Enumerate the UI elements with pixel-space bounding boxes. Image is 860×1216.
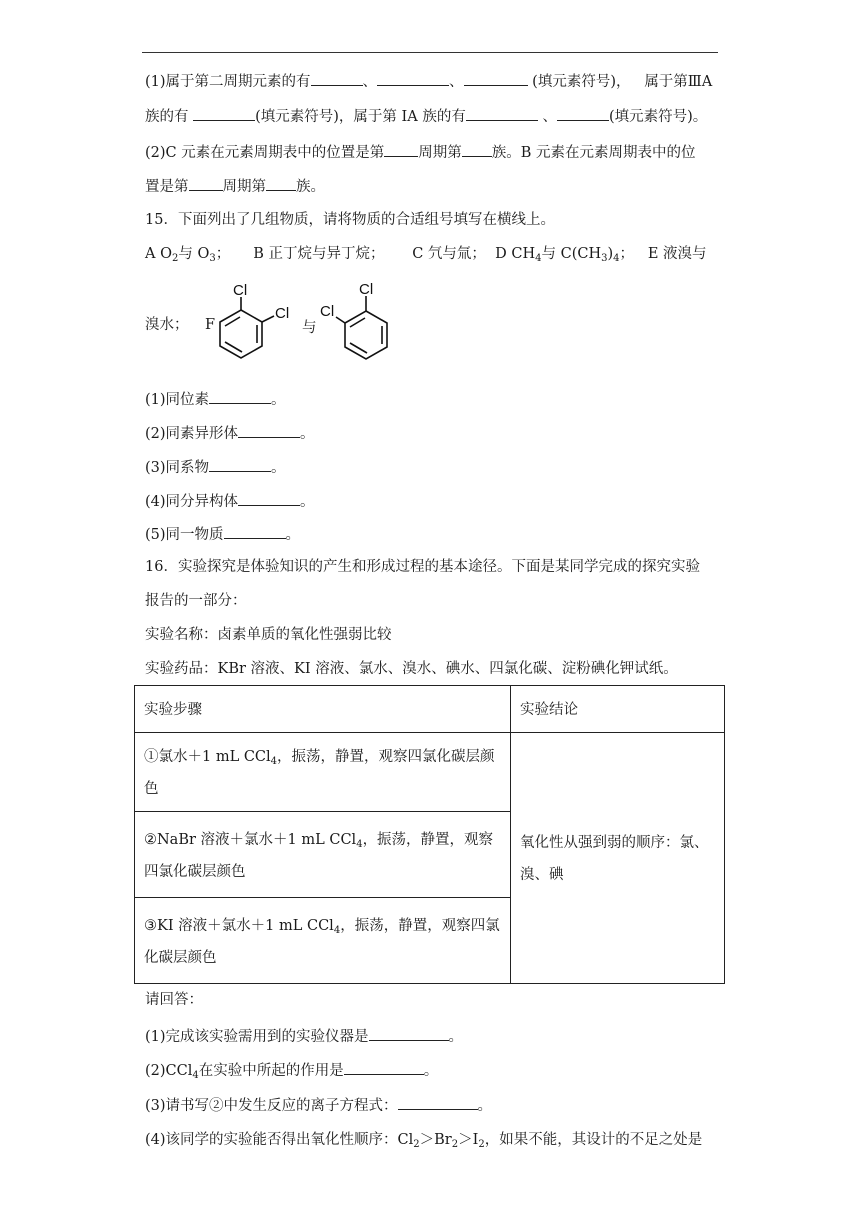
answer-blank[interactable] xyxy=(209,389,271,404)
q15-option-e-cont: 溴水； xyxy=(145,317,189,333)
answer-blank[interactable] xyxy=(238,423,300,438)
answer-blank[interactable] xyxy=(384,142,418,157)
q16-reagents: 实验药品：KBr 溶液、KI 溶液、氯水、溴水、碘水、四氯化碳、淀粉碘化钾试纸。 xyxy=(145,661,678,677)
q15-option-f-label: F xyxy=(205,317,216,333)
q15-sub-5: (5)同一物质 。 xyxy=(145,524,300,545)
table-header-conclusion: 实验结论 xyxy=(511,686,725,733)
answer-blank[interactable] xyxy=(209,457,271,472)
answer-blank[interactable] xyxy=(266,176,296,191)
chlorine-label: Cl xyxy=(275,305,290,322)
q15-sub-2: (2)同素异形体 。 xyxy=(145,423,315,444)
q16-stem-1: 16．实验探究是体验知识的产生和形成过程的基本途径。下面是某同学完成的探究实验 xyxy=(145,559,700,575)
answer-blank[interactable] xyxy=(224,524,286,539)
table-step-2: ②NaBr 溶液＋氯水＋1 mL CCl$_4$，振荡，静置，观察四氯化碳层颜色 xyxy=(135,812,511,898)
q15-stem: 15．下面列出了几组物质，请将物质的合适组号填写在横线上。 xyxy=(145,212,555,228)
q16-sub-3: (3)请书写②中发生反应的离子方程式： 。 xyxy=(145,1095,492,1116)
q16-stem-2: 报告的一部分： xyxy=(145,593,247,609)
answer-blank[interactable] xyxy=(238,491,300,506)
q14-line-4: 置是第 周期第 族。 xyxy=(145,176,325,197)
q16-sub-2: (2)CCl$_4$在实验中所起的作用是 。 xyxy=(145,1060,438,1081)
answer-blank[interactable] xyxy=(462,142,492,157)
answer-blank[interactable] xyxy=(398,1095,478,1110)
q15-options: A $O_2$与 $O_3$； B 正丁烷与异丁烷； C 氕与氚； D $CH_4$与 $C(CH_3)_4$； E 液溴与 xyxy=(145,246,707,264)
q14-line-2: 族的有 (填元素符号)，属于第 IA 族的有 、 (填元素符号)。 xyxy=(145,106,707,127)
q14-line-1: (1)属于第二周期元素的有 、 、 (填元素符号)， 属于第ⅢA xyxy=(145,71,712,92)
q15-sub-1: (1)同位素 。 xyxy=(145,389,286,410)
header-rule xyxy=(142,52,718,53)
answer-blank[interactable] xyxy=(189,176,223,191)
answer-blank[interactable] xyxy=(377,71,449,86)
q14-line-3: (2)C 元素在元素周期表中的位置是第 周期第 族。B 元素在元素周期表中的位 xyxy=(145,142,696,163)
answer-blank[interactable] xyxy=(466,106,538,121)
answer-blank[interactable] xyxy=(311,71,363,86)
q16-sub-4: (4)该同学的实验能否得出氧化性顺序：$Cl_2>Br_2>I_2$，如果不能，其设计的不足之处是 xyxy=(145,1132,703,1150)
answer-blank[interactable] xyxy=(557,106,609,121)
molecule-dichlorobenzene-1 xyxy=(210,278,300,370)
answer-blank[interactable] xyxy=(344,1060,424,1075)
q16-ask: 请回答： xyxy=(145,992,203,1008)
table-conclusion: 氧化性从强到弱的顺序：氯、溴、碘 xyxy=(511,733,725,984)
q15-sub-4: (4)同分异构体 。 xyxy=(145,491,315,512)
answer-blank[interactable] xyxy=(369,1026,449,1041)
q15-sub-3: (3)同系物 。 xyxy=(145,457,286,478)
q15-with: 与 xyxy=(302,320,317,336)
q16-sub-1: (1)完成该实验需用到的实验仪器是 。 xyxy=(145,1026,463,1047)
table-header-steps: 实验步骤 xyxy=(135,686,511,733)
chlorine-label: Cl xyxy=(359,281,374,298)
molecule-dichlorobenzene-2 xyxy=(318,278,398,370)
answer-blank[interactable] xyxy=(464,71,528,86)
experiment-table xyxy=(134,685,725,984)
chlorine-label: Cl xyxy=(320,303,335,320)
chlorine-label: Cl xyxy=(233,282,248,299)
q16-experiment-name: 实验名称：卤素单质的氧化性强弱比较 xyxy=(145,627,392,643)
table-step-1: ①氯水＋1 mL CCl$_4$，振荡，静置，观察四氯化碳层颜色 xyxy=(135,733,511,812)
table-step-3: ③KI 溶液＋氯水＋1 mL CCl$_4$，振荡，静置，观察四氯化碳层颜色 xyxy=(135,898,511,984)
answer-blank[interactable] xyxy=(193,106,255,121)
